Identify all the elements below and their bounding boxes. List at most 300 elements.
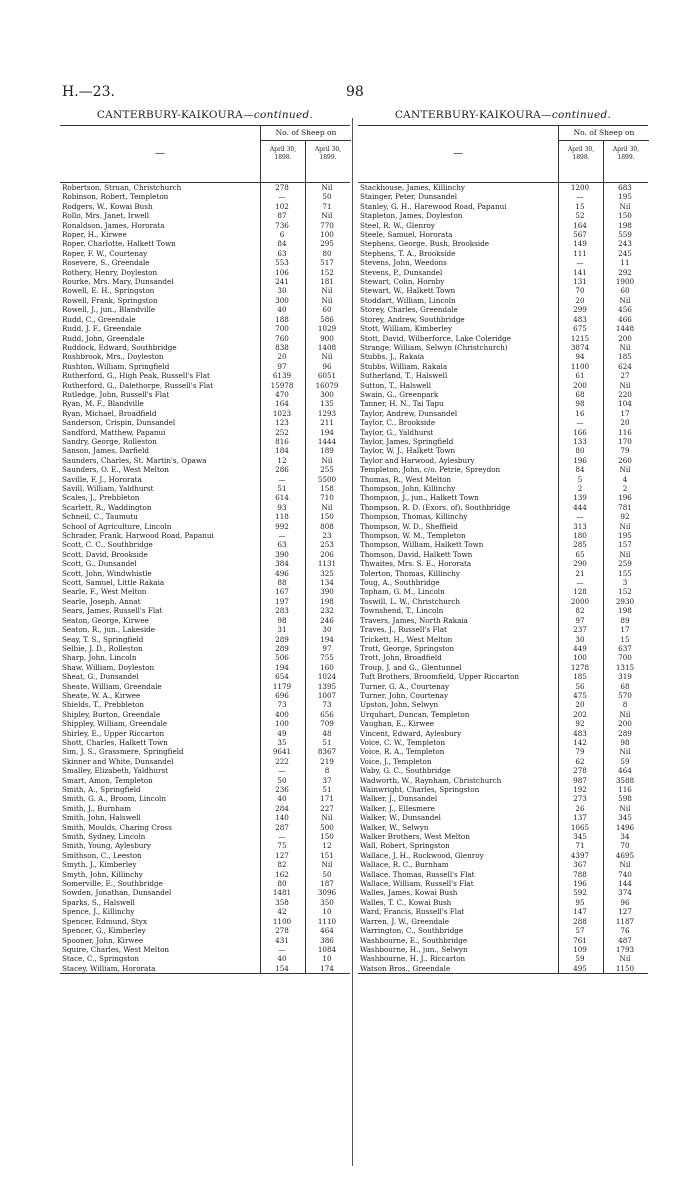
sheep-1898-cell: 290 <box>573 559 587 569</box>
table-row <box>358 531 648 540</box>
owner-name-cell: Scales, J., Prebbleton <box>62 493 140 503</box>
sheep-1898-cell: 444 <box>573 502 587 512</box>
sheep-1898-cell: 3874 <box>570 342 590 352</box>
table-row <box>60 954 350 963</box>
owner-name-cell: Rutherford, G., High Peak, Russell's Flat <box>62 371 210 381</box>
sheep-1898-cell: — <box>278 944 286 954</box>
sheep-1899-cell: Nil <box>619 549 631 559</box>
owner-name-cell: Smithson, C., Leeston <box>62 850 142 860</box>
sheep-1899-cell: 51 <box>322 737 332 747</box>
table-row <box>60 559 350 568</box>
sheep-1899-cell: 80 <box>322 248 332 258</box>
sheep-1898-cell: 84 <box>575 465 585 475</box>
sheep-1898-cell: 696 <box>275 690 289 700</box>
table-row <box>60 399 350 408</box>
sheep-1898-cell: 788 <box>573 869 587 879</box>
sheep-1899-cell: 755 <box>320 653 334 663</box>
table-row <box>60 315 350 324</box>
sheep-1899-cell: Nil <box>619 342 631 352</box>
owner-name-cell: Saville, F. J., Hororata <box>62 474 142 484</box>
owner-name-cell: Schrader, Frank, Harwood Road, Papanui <box>62 531 214 541</box>
sheep-1898-cell: 87 <box>277 211 287 221</box>
sheep-1898-cell: 273 <box>573 794 587 804</box>
table-row <box>60 239 350 248</box>
sheep-1898-cell: 188 <box>275 314 289 324</box>
sheep-1899-cell: 92 <box>620 512 630 522</box>
table-row <box>358 305 648 314</box>
table-row <box>358 475 648 484</box>
sheep-1899-cell: Nil <box>619 860 631 870</box>
owner-name-cell: Spence, J., Killinchy <box>62 907 135 917</box>
table-row <box>358 823 648 832</box>
table-row <box>358 672 648 681</box>
sheep-1899-cell: 289 <box>618 728 632 738</box>
table-row <box>358 729 648 738</box>
sheep-1899-cell: 1084 <box>317 944 337 954</box>
sheep-1899-cell: 1029 <box>317 324 337 334</box>
sheep-1898-cell: 196 <box>573 455 587 465</box>
owner-name-cell: Stephens, George, Bush, Brookside <box>360 239 489 249</box>
sheep-1898-cell: 84 <box>277 239 287 249</box>
table-row <box>60 794 350 803</box>
table-row <box>358 870 648 879</box>
sheep-1899-cell: 12 <box>322 841 332 851</box>
table-row <box>60 211 350 220</box>
sheep-1899-cell: 16079 <box>315 380 339 390</box>
owner-name-cell: Walles, T. C., Kowai Bush <box>360 897 452 907</box>
table-row <box>60 682 350 691</box>
sheep-1899-cell: 152 <box>618 587 632 597</box>
table-row <box>358 578 648 587</box>
sheep-1899-cell: 1395 <box>317 681 337 691</box>
sheep-1898-cell: 987 <box>573 775 587 785</box>
sheep-1898-cell: 475 <box>573 690 587 700</box>
sheep-1898-cell: 40 <box>277 305 287 315</box>
table-row <box>358 362 648 371</box>
owner-name-cell: Troup, J. and G., Glentunnel <box>360 662 462 672</box>
sheep-1899-cell: 195 <box>618 531 632 541</box>
sheep-1899-cell: Nil <box>619 747 631 757</box>
sheep-1899-cell: 227 <box>320 803 334 813</box>
sheep-1899-cell: 70 <box>620 841 630 851</box>
sheep-1898-cell: 20 <box>575 700 585 710</box>
sheep-1898-cell: 1023 <box>272 408 292 418</box>
sheep-1899-cell: 134 <box>320 578 334 588</box>
owner-name-cell: Taylor, G., Yaldhurst <box>360 427 434 437</box>
owner-name-cell: Sheate, W. A., Kirwee <box>62 690 141 700</box>
sheep-1899-cell: Nil <box>321 295 333 305</box>
owner-name-cell: Voice, C. W., Templeton <box>360 737 446 747</box>
sheep-1899-cell: 27 <box>620 371 630 381</box>
owner-name-cell: Sutton, T., Halswell <box>360 380 431 390</box>
sheep-1898-cell: 142 <box>573 737 587 747</box>
sheep-1899-cell: 198 <box>618 606 632 616</box>
table-row <box>60 230 350 239</box>
right-bottom-rule <box>358 973 648 974</box>
table-row <box>358 437 648 446</box>
owner-name-cell: Sanson, James, Darfield <box>62 446 149 456</box>
sheep-1898-cell: 289 <box>275 634 289 644</box>
owner-name-cell: Wallace, J. H., Rockwood, Glenroy <box>360 850 484 860</box>
sheep-1898-cell: 358 <box>275 897 289 907</box>
left-date2-header: April 30, 1899. <box>305 141 350 182</box>
sheep-1899-cell: 255 <box>320 465 334 475</box>
owner-name-cell: Stanley, G. H., Harewood Road, Papanui <box>360 201 507 211</box>
sheep-1899-cell: 709 <box>320 719 334 729</box>
sheep-1899-cell: 390 <box>320 587 334 597</box>
sheep-1898-cell: 286 <box>275 465 289 475</box>
owner-name-cell: Voice, J., Templeton <box>360 756 432 766</box>
owner-name-cell: Saunders, Charles, St. Martin's, Opawa <box>62 455 207 465</box>
sheep-1898-cell: 30 <box>277 286 287 296</box>
owner-name-cell: Sheate, William, Greendale <box>62 681 162 691</box>
sheep-1899-cell: 170 <box>618 436 632 446</box>
sheep-1898-cell: 164 <box>275 399 289 409</box>
sheep-1898-cell: 31 <box>277 625 287 635</box>
owner-name-cell: Sim, J. S., Grassmere, Springfield <box>62 747 184 757</box>
sheep-1898-cell: 50 <box>277 775 287 785</box>
sheep-1898-cell: 82 <box>575 606 585 616</box>
owner-name-cell: Roper, H., Kirwee <box>62 230 127 240</box>
owner-name-cell: Somerville, E., Southbridge <box>62 879 163 889</box>
table-row <box>358 597 648 606</box>
sheep-1898-cell: — <box>278 474 286 484</box>
owner-name-cell: Sanderson, Crispin, Dunsandel <box>62 418 176 428</box>
sheep-1898-cell: 200 <box>573 380 587 390</box>
sheep-1898-cell: 35 <box>277 737 287 747</box>
owner-name-cell: Sandford, Matthew, Papanui <box>62 427 166 437</box>
owner-name-cell: Templeton, John, c/o. Petrie, Spreydon <box>360 465 501 475</box>
sheep-1899-cell: 4695 <box>615 850 635 860</box>
sheep-1898-cell: 123 <box>275 418 289 428</box>
sheep-1898-cell: 194 <box>275 662 289 672</box>
sheep-1899-cell: 8 <box>622 700 628 710</box>
sheep-1899-cell: 345 <box>618 813 632 823</box>
table-row <box>358 277 648 286</box>
table-row <box>358 653 648 662</box>
sheep-1899-cell: Nil <box>619 380 631 390</box>
sheep-1898-cell: 449 <box>573 643 587 653</box>
sheep-1898-cell: 185 <box>573 672 587 682</box>
table-row <box>358 766 648 775</box>
sheep-1899-cell: Nil <box>321 183 333 192</box>
owner-name-cell: Squire, Charles, West Melton <box>62 944 170 954</box>
sheep-1898-cell: — <box>278 766 286 776</box>
owner-name-cell: Voice, R. A., Templeton <box>360 747 445 757</box>
table-row <box>358 691 648 700</box>
sheep-1899-cell: 4 <box>622 474 628 484</box>
right-sheep-header: No. of Sheep on <box>558 126 649 141</box>
owner-name-cell: Ward, Francis, Russell's Flat <box>360 907 465 917</box>
sheep-1898-cell: 21 <box>575 568 585 578</box>
sheep-1898-cell: 59 <box>575 954 585 964</box>
owner-name-cell: Stace, C., Springston <box>62 954 140 964</box>
table-row <box>60 663 350 672</box>
page-number: 98 <box>346 84 364 100</box>
owner-name-cell: Townshend, T., Lincoln <box>360 606 444 616</box>
sheep-1899-cell: 319 <box>618 672 632 682</box>
left-column <box>60 108 350 973</box>
table-row <box>358 249 648 258</box>
sheep-1898-cell: 63 <box>277 248 287 258</box>
owner-name-cell: Stevens, P., Dunsandel <box>360 267 443 277</box>
sheep-1899-cell: 808 <box>320 521 334 531</box>
table-row <box>60 202 350 211</box>
sheep-1898-cell: 5 <box>577 474 583 484</box>
owner-name-cell: Travers, James, North Rakaia <box>360 615 468 625</box>
table-row <box>60 305 350 314</box>
sheep-1899-cell: 466 <box>618 314 632 324</box>
table-row <box>60 503 350 512</box>
sheep-1898-cell: 654 <box>275 672 289 682</box>
sheep-1899-cell: 253 <box>320 540 334 550</box>
sheep-1899-cell: Nil <box>619 954 631 964</box>
sheep-1898-cell: 506 <box>275 653 289 663</box>
sheep-1899-cell: 181 <box>320 277 334 287</box>
table-row <box>358 794 648 803</box>
owner-name-cell: Trott, George, Springston <box>360 643 455 653</box>
sheep-1898-cell: 278 <box>573 766 587 776</box>
sheep-1899-cell: 150 <box>320 512 334 522</box>
sheep-1899-cell: 127 <box>618 907 632 917</box>
sheep-1898-cell: 20 <box>575 295 585 305</box>
owner-name-cell: Sutherland, T., Halswell <box>360 371 448 381</box>
owner-name-cell: Rodgers, W., Kowai Bush <box>62 201 153 211</box>
sheep-1899-cell: 60 <box>620 286 630 296</box>
sheep-1898-cell: 15 <box>575 201 585 211</box>
sheep-1898-cell: — <box>576 258 584 268</box>
sheep-1899-cell: 740 <box>618 869 632 879</box>
sheep-1899-cell: Nil <box>619 465 631 475</box>
table-row <box>60 409 350 418</box>
table-row <box>358 221 648 230</box>
table-row <box>60 672 350 681</box>
sheep-1898-cell: 127 <box>275 850 289 860</box>
sheep-1898-cell: 40 <box>277 794 287 804</box>
owner-name-cell: Steel, R. W., Glenroy <box>360 220 435 230</box>
sheep-1898-cell: 2000 <box>570 596 590 606</box>
sheep-1899-cell: 710 <box>320 493 334 503</box>
owner-name-cell: Wall, Robert, Springston <box>360 841 450 851</box>
sheep-1899-cell: 1793 <box>615 944 635 954</box>
sheep-1898-cell: 128 <box>573 587 587 597</box>
owner-name-cell: Smith, G. A., Broom, Lincoln <box>62 794 166 804</box>
sheep-1899-cell: Nil <box>321 211 333 221</box>
table-row <box>358 682 648 691</box>
table-row <box>60 578 350 587</box>
sheep-1898-cell: 300 <box>275 295 289 305</box>
sheep-1898-cell: 288 <box>573 916 587 926</box>
sheep-1898-cell: 94 <box>575 352 585 362</box>
owner-name-cell: Stackhouse, James, Killinchy <box>360 183 465 192</box>
sheep-1898-cell: 6139 <box>272 371 292 381</box>
sheep-1899-cell: 374 <box>618 888 632 898</box>
sheep-1899-cell: 570 <box>618 690 632 700</box>
sheep-1899-cell: 2 <box>622 484 628 493</box>
sheep-1899-cell: 59 <box>620 756 630 766</box>
owner-name-cell: Thompson, R. D. (Exors. of), Southbridge <box>360 502 511 512</box>
table-row <box>358 888 648 897</box>
owner-name-cell: Searle, F., West Melton <box>62 587 147 597</box>
owner-name-cell: Taylor, Andrew, Dunsandel <box>360 408 458 418</box>
left-name-header: — <box>155 148 165 159</box>
owner-name-cell: Savill, William, Yaldhurst <box>62 484 154 493</box>
owner-name-cell: Rudd, John, Greendale <box>62 333 145 343</box>
left-bottom-rule <box>60 973 350 974</box>
owner-name-cell: Traves, J., Russell's Flat <box>360 625 447 635</box>
owner-name-cell: Vincent, Edward, Aylesbury <box>360 728 462 738</box>
table-row <box>358 663 648 672</box>
sheep-1899-cell: 211 <box>320 418 334 428</box>
sheep-1899-cell: 243 <box>618 239 632 249</box>
sheep-1899-cell: 6051 <box>317 371 337 381</box>
table-row <box>60 258 350 267</box>
owner-name-cell: Upston, John, Selwyn <box>360 700 439 710</box>
table-row <box>358 371 648 380</box>
sheep-1898-cell: 285 <box>573 540 587 550</box>
table-row <box>358 334 648 343</box>
owner-name-cell: Stott, William, Kimberley <box>360 324 452 334</box>
table-row <box>358 484 648 493</box>
sheep-1898-cell: 431 <box>275 935 289 945</box>
sheep-1898-cell: 1100 <box>570 361 590 371</box>
sheep-1898-cell: 52 <box>575 211 585 221</box>
table-row <box>60 418 350 427</box>
sheep-1899-cell: 198 <box>320 596 334 606</box>
table-row <box>60 597 350 606</box>
sheep-1898-cell: — <box>278 832 286 842</box>
owner-name-cell: Rushton, William, Springfield <box>62 361 170 371</box>
table-row <box>358 381 648 390</box>
table-row <box>358 418 648 427</box>
table-row <box>358 343 648 352</box>
sheep-1898-cell: 299 <box>573 305 587 315</box>
sheep-1899-cell: Nil <box>619 709 631 719</box>
owner-name-cell: Warren, J. W., Greendale <box>360 916 449 926</box>
owner-name-cell: Wallace, Thomas, Russell's Flat <box>360 869 475 879</box>
table-row <box>60 606 350 615</box>
owner-name-cell: Walles, James, Kowai Bush <box>360 888 458 898</box>
sheep-1898-cell: 675 <box>573 324 587 334</box>
owner-name-cell: Washbourne, H. J., Riccarton <box>360 954 466 964</box>
sheep-1898-cell: 49 <box>277 728 287 738</box>
sheep-1899-cell: 260 <box>618 455 632 465</box>
table-row <box>60 860 350 869</box>
owner-name-cell: Smith, A., Springfield <box>62 785 141 794</box>
table-row <box>358 569 648 578</box>
table-row <box>358 719 648 728</box>
sheep-1898-cell: 98 <box>575 399 585 409</box>
sheep-1898-cell: 63 <box>277 540 287 550</box>
table-row <box>358 512 648 521</box>
table-row <box>358 841 648 850</box>
table-row <box>60 437 350 446</box>
sheep-1898-cell: 1278 <box>570 662 590 672</box>
table-row <box>60 823 350 832</box>
sheep-1898-cell: 483 <box>573 728 587 738</box>
table-row <box>60 249 350 258</box>
owner-name-cell: Toswill, L. W., Christchurch <box>360 596 461 606</box>
sheep-1898-cell: 71 <box>575 841 585 851</box>
sheep-1898-cell: 284 <box>275 803 289 813</box>
sheep-1899-cell: 151 <box>320 850 334 860</box>
owner-name-cell: Scott, G., Dunsandel <box>62 559 137 569</box>
table-row <box>60 653 350 662</box>
owner-name-cell: Stott, David, Wilberforce, Lake Coleridge <box>360 333 512 343</box>
owner-name-cell: Robinson, Robert, Templeton <box>62 192 169 202</box>
owner-name-cell: Spencer, G., Kimberley <box>62 926 146 936</box>
owner-name-cell: Taylor and Harwood, Aylesbury <box>360 455 475 465</box>
owner-name-cell: Smyth, John, Killinchy <box>62 869 143 879</box>
table-row <box>60 832 350 841</box>
sheep-1899-cell: 464 <box>320 926 334 936</box>
sheep-1898-cell: — <box>576 578 584 588</box>
sheep-1899-cell: 196 <box>618 493 632 503</box>
sheep-1899-cell: 17 <box>620 408 630 418</box>
sheep-1899-cell: Nil <box>321 455 333 465</box>
owner-name-cell: Thomas, R., West Melton <box>360 474 452 484</box>
sheep-1898-cell: 118 <box>275 512 289 522</box>
table-row <box>358 747 648 756</box>
sheep-1899-cell: 160 <box>320 662 334 672</box>
owner-name-cell: Thomson, David, Halkett Town <box>360 549 473 559</box>
sheep-1898-cell: 496 <box>275 568 289 578</box>
table-row <box>358 851 648 860</box>
sheep-1898-cell: 700 <box>275 324 289 334</box>
sheep-1899-cell: 198 <box>618 220 632 230</box>
table-row <box>60 446 350 455</box>
owner-name-cell: Rutledge, John, Russell's Flat <box>62 389 170 399</box>
sheep-1899-cell: 185 <box>618 352 632 362</box>
table-row <box>358 757 648 766</box>
sheep-1899-cell: 220 <box>618 389 632 399</box>
owner-name-cell: Urquhart, Duncan, Templeton <box>360 709 470 719</box>
table-row <box>60 851 350 860</box>
table-row <box>358 503 648 512</box>
sheep-1899-cell: 900 <box>320 333 334 343</box>
sheep-1899-cell: 51 <box>322 785 332 794</box>
sheep-1899-cell: 17 <box>620 625 630 635</box>
owner-name-cell: Seay, T. S., Springfield <box>62 634 144 644</box>
owner-name-cell: Thompson, J., jun., Halkett Town <box>360 493 479 503</box>
table-row <box>358 898 648 907</box>
sheep-1899-cell: 194 <box>320 634 334 644</box>
sheep-1898-cell: 92 <box>575 719 585 729</box>
sheep-1898-cell: — <box>278 531 286 541</box>
table-row <box>60 644 350 653</box>
table-row <box>60 907 350 916</box>
owner-name-cell: Rourke, Mrs. Mary, Dunsandel <box>62 277 174 287</box>
sheep-1899-cell: 517 <box>320 258 334 268</box>
sheep-1899-cell: Nil <box>321 352 333 362</box>
sheep-1899-cell: 1448 <box>615 324 635 334</box>
table-row <box>358 945 648 954</box>
sheep-1898-cell: 88 <box>277 578 287 588</box>
left-table-header <box>60 125 350 183</box>
table-row <box>358 409 648 418</box>
sheep-1899-cell: 37 <box>322 775 332 785</box>
owner-name-cell: Washbourne, E., Southbridge <box>360 935 468 945</box>
table-row <box>358 559 648 568</box>
table-row <box>358 202 648 211</box>
owner-name-cell: Rowell, Frank, Springston <box>62 295 158 305</box>
sheep-1898-cell: 6 <box>279 230 285 240</box>
table-row <box>60 456 350 465</box>
table-row <box>60 465 350 474</box>
sheep-1898-cell: 4397 <box>570 850 590 860</box>
owner-name-cell: Rothery, Henry, Doyleston <box>62 267 158 277</box>
table-row <box>60 334 350 343</box>
